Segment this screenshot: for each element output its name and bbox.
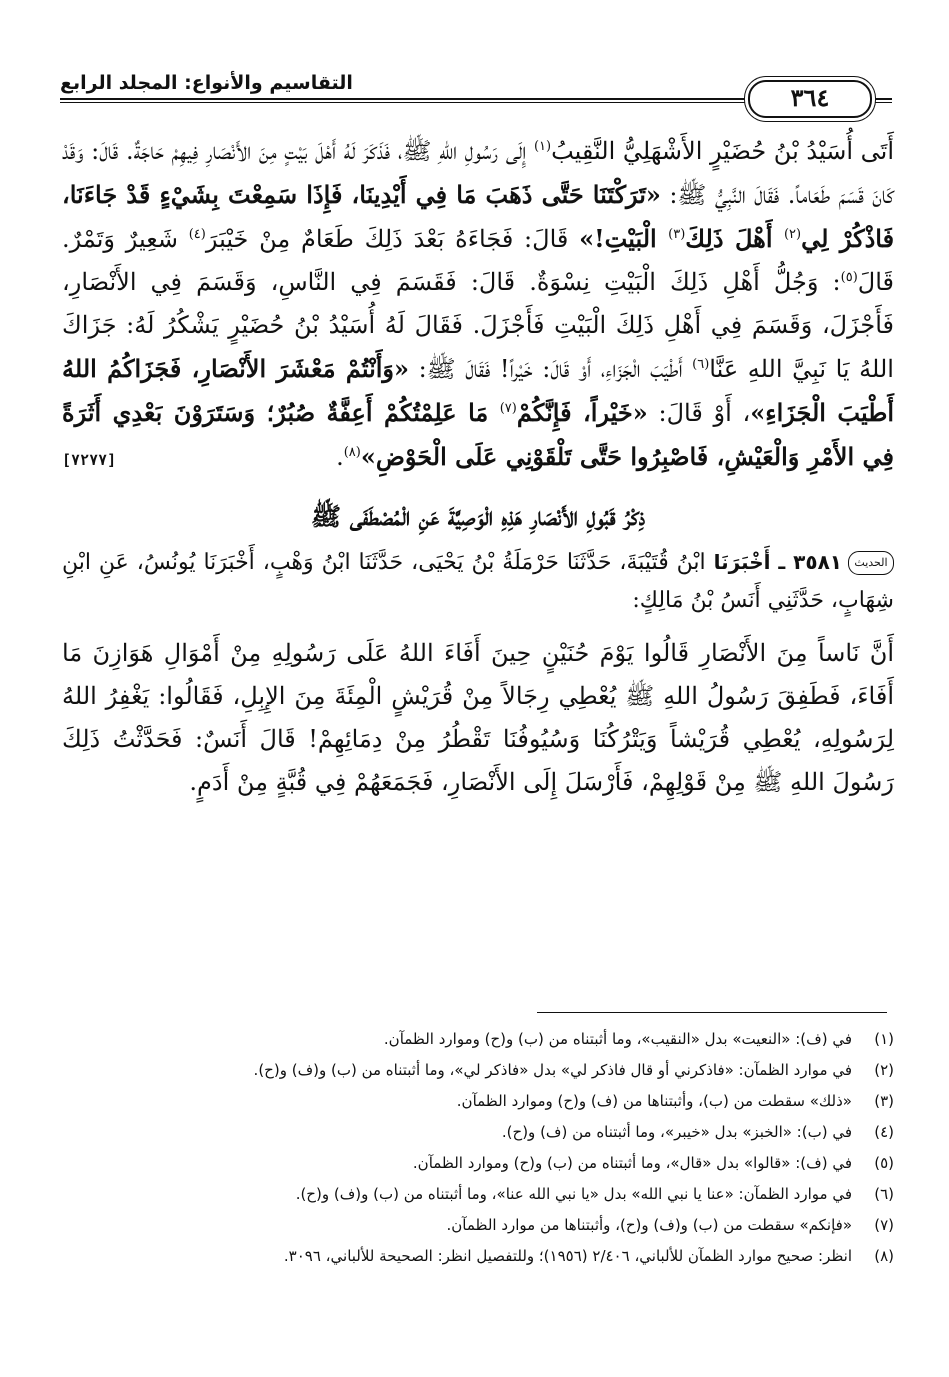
footnotes-divider [537,1012,887,1013]
footnote [62,1179,894,1210]
hadith-text [62,130,894,479]
footnote-number: (٣) [874,1092,894,1110]
text-run: ، أَوْ قَالَ: [647,399,751,427]
footnote-number: (٥) [874,1154,894,1172]
text-run: أَتَى أُسَيْدُ بْنُ حُضَيْرٍ الأَشْهَلِيُّ النَّقِيبُ [551,137,895,165]
section-title: ذِكْرُ قَبُولِ الأَنْصَارِ هَذِهِ الْوَصِيَّةَ عَنِ الْمُصْطَفَى ﷺ [310,502,646,531]
footnote [62,1241,894,1272]
footnote-number: (٦) [874,1185,894,1203]
footnote-number: (٧) [874,1216,894,1234]
footnote-marker: (٤) [188,227,206,242]
footnotes [62,1024,894,1272]
footnote-marker: (٦) [692,357,710,372]
footnote-text: انظر: صحيح موارد الظمآن للألباني، ٢/٤٠٦ (١٩٥٦)؛ وللتفصيل انظر: الصحيحة للألباني، ٣٠٩٦. [283,1247,852,1265]
footnote-marker: (٢) [783,227,802,242]
hadith-reference: [٧٢٧٧] [62,451,117,469]
prophet-quote: «خَيْراً، فَإِنَّكُمْ [516,398,648,427]
matn: أَنَّ نَاساً مِنَ الأَنْصَارِ قَالُوا يَوْمَ حُنَيْنٍ حِينَ أَفَاءَ اللهُ عَلَى رَسُولِهِ مِنْ أَمْوَالِ هَوَازِنَ مَا أَفَاءَ، فَطَفِقَ رَسُولُ اللهِ ﷺ يُعْطِي رِجَالاً مِنْ قُرَيْشٍ الْمِئَةَ مِنَ الإِبِلِ، فَقَالُوا: يَغْفِرُ اللهُ لِرَسُولِهِ، يُعْطِي قُرَيْشاً وَيَتْرُكُنَا وَسُيُوفُنَا تَقْطُرُ مِنْ دِمَائِهِمْ! قَالَ أَنَسٌ: فَحَدَّثْتُ ذَلِكَ رَسُولَ اللهِ ﷺ مِنْ قَوْلِهِمْ، فَأَرْسَلَ إِلَى الأَنْصَارِ، فَجَمَعَهُمْ فِي قُبَّةٍ مِنْ أَدَمٍ. [62,639,895,796]
footnote-text: في موارد الظمآن: «عنا يا نبي الله» بدل «يا نبي الله عنا»، وما أثبتناه من (ب) و(ف) و(ح). [295,1185,852,1203]
footnote-text: في (ب): «الخبز» بدل «خيبر»، وما أثبتناه من (ف) و(ح). [501,1123,852,1141]
footnote-marker: (٥) [840,270,858,285]
footnote [62,1210,894,1241]
footnote [62,1024,894,1055]
isnad-text: ابْنُ قُتَيْبَةَ، حَدَّثَنَا حَرْمَلَةُ بْنُ يَحْيَى، حَدَّثَنَا ابْنُ وَهْبٍ، أَخْبَرَنَا يُونُسُ، عَنِ ابْنِ شِهَابٍ، حَدَّثَنِي أَنَسُ بْنُ مَالِكٍ: [62,550,894,613]
prophet-quote: «تَرَكْتَنَا حَتَّى ذَهَبَ مَا فِي أَيْدِينَا، فَإِذَا سَمِعْتَ بِشَيْءٍ قَدْ جَاءَنَا، فَاذْكُرْ لِي [62,180,895,253]
footnote [62,1055,894,1086]
footnote [62,1117,894,1148]
footnote-text: في (ف): «النعيت» بدل «النقيب»، وما أثبتناه من (ب) و(ح) وموارد الظمآن. [383,1030,852,1048]
footnote-text: في موارد الظمآن: «فاذكرني أو قال فاذكر لي» بدل «فاذكر لي»، وما أثبتناه من (ب) و(ف) و(ح). [253,1061,852,1079]
footnote-text: «فإنكم» سقطت من (ب) و(ف) و(ح)، وأثبتناها من موارد الظمآن. [446,1216,852,1234]
text-run: شَعِيرٌ وَتَمْرٌ. قَالَ [62,225,894,296]
footnote-marker: (٣) [668,227,686,242]
text-run: إِلَى رَسُولِ اللهِ ﷺ، فَذَكَرَ لَهُ أَهْلَ بَيْتٍ مِنَ الأَنْصَارِ فِيهِمْ حَاجَةٌ. قَالَ: وَقَدْ كَانَ قَسَمَ طَعَاماً. فَقَالَ النَّبِيُّ ﷺ: [62,137,894,209]
footnote-text: في (ف): «قالوا» بدل «قال»، وما أثبتناه من (ب) و(ح) وموارد الظمآن. [412,1154,852,1172]
text-run: قَالَ: فَجَاءَهُ بَعْدَ ذَلِكَ طَعَامٌ مِنْ خَيْبَرَ [205,225,580,253]
isnad [62,543,894,620]
footnote-text: «ذلك» سقطت من (ب)، وأثبتناها من (ف) و(ح) وموارد الظمآن. [456,1092,852,1110]
prophet-quote: «وَأَنْتُمْ مَعْشَرَ الأَنْصَارِ، فَجَزَاكُمُ اللهُ أَطْيَبَ الْجَزَاءِ» [62,354,894,427]
footnote-number: (٢) [874,1061,894,1079]
page-header [60,74,892,114]
prophet-quote: أَهْلَ ذَلِكَ [685,224,784,253]
footnote [62,1148,894,1179]
footnote-number: (٤) [874,1123,894,1141]
prophet-quote: مَا عَلِمْتُكُمْ أَعِفَّةٌ صُبُرٌ؛ وَسَتَرَوْنَ بَعْدِي أَثَرَةً فِي الأَمْرِ وَالْعَيْشِ، فَاصْبِرُوا حَتَّى تَلْقَوْنِي عَلَى الْحَوْضِ» [62,398,894,471]
text-run: : وَجُلُّ أَهْلِ ذَلِكَ الْبَيْتِ نِسْوَةٌ. قَالَ: فَقَسَمَ فِي النَّاسِ، وَقَسَمَ فِي الأَنْصَارِ، فَأَجْزَلَ، وَقَسَمَ فِي أَهْلِ ذَلِكَ الْبَيْتِ فَأَجْزَلَ. فَقَالَ لَهُ أُسَيْدُ بْنُ حُضَيْرٍ يَشْكُرُ لَهُ: جَزَاكَ اللهُ يَا نَبِيَّ اللهِ عَنَّا [62,268,894,383]
hadith-number: ٣٥٨١ ـ أَخْبَرَنَا [713,550,842,574]
footnote [62,1086,894,1117]
footnote-number: (٨) [874,1247,894,1265]
text-run: أَطْيَبَ الْجَزَاءِ، أَوْ قَالَ: خَيْراً! فَقَالَ ﷺ: [409,355,693,383]
hadith-seal-icon: الحديث [848,551,894,575]
text-run: . [336,443,344,471]
footnote-number: (١) [874,1030,894,1048]
main-text [62,130,894,804]
prophet-quote: الْبَيْتِ!» [579,224,669,253]
footnote-marker: (٨) [343,445,361,460]
running-title: التقاسيم والأنواع: المجلد الرابع [60,72,359,94]
footnote-marker: (١) [533,139,552,154]
footnote-marker: (٧) [499,401,517,416]
page-number: ٣٦٤ [748,80,872,118]
